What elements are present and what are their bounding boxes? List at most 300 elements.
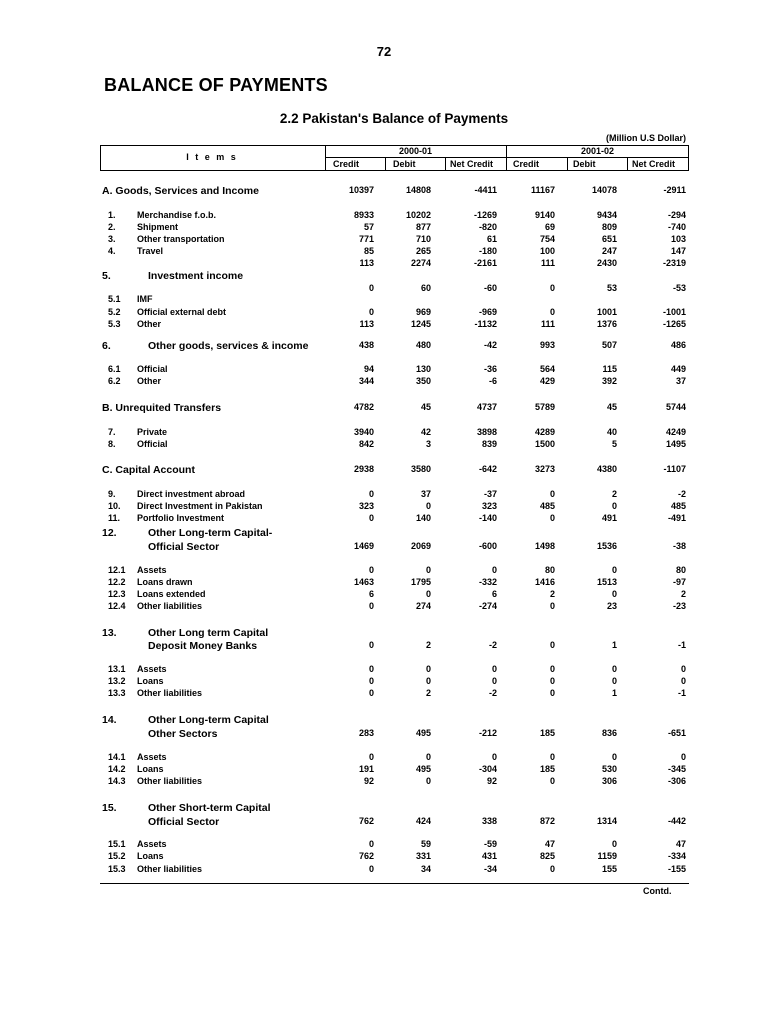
- row-code: 6.1: [108, 364, 121, 374]
- row-value: 9434: [596, 210, 617, 220]
- row-value: 80: [675, 565, 686, 575]
- row-value: 0: [491, 676, 497, 686]
- row-value: 2: [680, 589, 686, 599]
- row-value: 0: [611, 839, 617, 849]
- row-value: 0: [368, 640, 374, 650]
- row-value: 147: [670, 246, 686, 256]
- row-code: 12.: [102, 527, 117, 539]
- row-value: 429: [539, 376, 555, 386]
- row-value: -306: [667, 776, 686, 786]
- row-label: Assets: [137, 752, 167, 762]
- row-code: 15.1: [108, 839, 126, 849]
- row-value: 3: [425, 439, 431, 449]
- row-value: 0: [611, 752, 617, 762]
- row-value: 564: [539, 364, 555, 374]
- row-label: Official: [137, 364, 168, 374]
- row-value: 0: [368, 664, 374, 674]
- row-value: 344: [358, 376, 374, 386]
- row-value: 754: [539, 234, 555, 244]
- row-label: Portfolio Investment: [137, 513, 225, 523]
- row-value: 0: [368, 565, 374, 575]
- row-label: Direct investment abroad: [137, 489, 246, 499]
- row-value: 486: [670, 340, 686, 350]
- row-value: -2: [488, 688, 497, 698]
- row-value: 1159: [597, 851, 617, 861]
- row-value: 0: [549, 676, 555, 686]
- row-value: 9140: [534, 210, 555, 220]
- row-value: 0: [549, 688, 555, 698]
- table-row: [0, 294, 768, 306]
- row-value: 42: [420, 427, 431, 437]
- row-code: 15.: [102, 802, 117, 814]
- net-credit-header: Net Credit: [632, 159, 676, 169]
- row-value: 1: [611, 640, 617, 650]
- row-value: 1463: [353, 577, 374, 587]
- row-value: 155: [601, 864, 617, 874]
- row-value: 2430: [596, 258, 617, 268]
- row-value: 4782: [353, 402, 374, 412]
- row-value: 0: [368, 601, 374, 611]
- row-value: 113: [359, 319, 374, 329]
- table-row: [0, 376, 768, 388]
- row-value: -274: [478, 601, 497, 611]
- row-value: 45: [420, 402, 431, 412]
- row-value: 993: [539, 340, 555, 350]
- row-value: 842: [358, 439, 374, 449]
- row-value: 14078: [591, 185, 617, 195]
- row-value: 4380: [596, 464, 617, 474]
- row-value: 0: [549, 489, 555, 499]
- page-title: BALANCE OF PAYMENTS: [104, 75, 328, 95]
- table-row: [0, 839, 768, 851]
- row-value: 2938: [353, 464, 374, 474]
- row-label: Other liabilities: [137, 601, 203, 611]
- row-label: Other Short-term Capital: [148, 802, 271, 814]
- table-row: [0, 851, 768, 863]
- row-value: 710: [415, 234, 431, 244]
- row-value: 37: [420, 489, 431, 499]
- row-value: 0: [549, 664, 555, 674]
- row-value: 14808: [405, 185, 431, 195]
- row-value: 338: [481, 816, 497, 826]
- row-value: 491: [601, 513, 617, 523]
- row-value: -491: [667, 513, 686, 523]
- table-row: [0, 513, 768, 525]
- row-label: Loans drawn: [137, 577, 193, 587]
- row-code: 10.: [108, 501, 121, 511]
- row-label: Investment income: [148, 270, 244, 282]
- row-value: 3940: [353, 427, 374, 437]
- row-value: 0: [611, 589, 617, 599]
- table-row: [0, 402, 768, 414]
- row-value: 825: [539, 851, 555, 861]
- row-value: 130: [415, 364, 431, 374]
- row-value: 0: [368, 864, 374, 874]
- row-value: -334: [667, 851, 686, 861]
- row-label: Other: [137, 376, 162, 386]
- row-value: 480: [415, 340, 431, 350]
- table-row: [0, 319, 768, 331]
- row-value: -6: [488, 376, 497, 386]
- row-value: 1500: [534, 439, 555, 449]
- row-code: 14.1: [108, 752, 126, 762]
- table-row: [0, 489, 768, 501]
- table-row: [0, 714, 768, 726]
- row-label: Official: [137, 439, 168, 449]
- table-row: [0, 439, 768, 451]
- row-label: Other goods, services & income: [148, 340, 309, 352]
- row-value: -294: [667, 210, 686, 220]
- row-label: Merchandise f.o.b.: [137, 210, 217, 220]
- row-value: 877: [415, 222, 431, 232]
- row-value: 0: [425, 776, 431, 786]
- table-row: [0, 270, 768, 282]
- row-value: -820: [478, 222, 497, 232]
- table-row: [0, 427, 768, 439]
- row-value: -304: [478, 764, 497, 774]
- row-value: 5789: [534, 402, 555, 412]
- row-value: 0: [549, 307, 555, 317]
- table-row: [0, 752, 768, 764]
- row-value: 306: [601, 776, 617, 786]
- row-code: 6.: [102, 340, 111, 352]
- items-header: I t e m s: [186, 152, 238, 162]
- row-value: -969: [478, 307, 497, 317]
- row-value: -332: [478, 577, 497, 587]
- row-value: 111: [540, 319, 555, 329]
- row-label: C. Capital Account: [102, 464, 195, 476]
- row-value: 0: [491, 752, 497, 762]
- row-code: 14.3: [108, 776, 126, 786]
- row-value: 2: [611, 489, 617, 499]
- row-value: 0: [368, 676, 374, 686]
- row-value: 438: [358, 340, 374, 350]
- row-label: Travel: [137, 246, 164, 256]
- table-row: [0, 864, 768, 876]
- row-value: 47: [544, 839, 555, 849]
- row-value: 6: [368, 589, 374, 599]
- row-value: 762: [358, 816, 374, 826]
- row-value: 0: [680, 676, 686, 686]
- row-value: 4289: [534, 427, 555, 437]
- row-value: 115: [602, 364, 617, 374]
- row-value: 45: [606, 402, 617, 412]
- row-code: 5.3: [108, 319, 121, 329]
- row-value: 495: [415, 728, 431, 738]
- row-value: 0: [368, 307, 374, 317]
- row-value: -97: [672, 577, 686, 587]
- row-code: 7.: [108, 427, 116, 437]
- row-label: A. Goods, Services and Income: [102, 185, 259, 197]
- row-code: 15.2: [108, 851, 126, 861]
- credit-header: Credit: [513, 159, 540, 169]
- row-value: -4411: [474, 185, 497, 195]
- row-value: -1001: [662, 307, 686, 317]
- row-value: -1269: [473, 210, 497, 220]
- table-row: [0, 258, 768, 270]
- row-value: 0: [680, 752, 686, 762]
- table-row: [0, 185, 768, 197]
- row-value: 0: [549, 776, 555, 786]
- row-label: Other transportation: [137, 234, 225, 244]
- row-label: Other Long-term Capital: [148, 714, 269, 726]
- table-row: [0, 676, 768, 688]
- row-value: 331: [415, 851, 431, 861]
- row-value: 94: [363, 364, 374, 374]
- row-label: Direct Investment in Pakistan: [137, 501, 263, 511]
- row-value: -2: [488, 640, 497, 650]
- row-code: 5.1: [108, 294, 121, 304]
- row-value: 69: [544, 222, 555, 232]
- table-row: [0, 210, 768, 222]
- row-label: Other Long-term Capital-: [148, 527, 273, 539]
- table-row: [0, 222, 768, 234]
- table-row: [0, 816, 768, 828]
- row-value: 0: [549, 752, 555, 762]
- table-row: [0, 501, 768, 513]
- table-bottom-rule: [100, 883, 689, 884]
- row-value: 3273: [534, 464, 555, 474]
- row-code: 1.: [108, 210, 116, 220]
- row-value: 92: [486, 776, 497, 786]
- row-value: -38: [672, 541, 686, 551]
- table-row: [0, 627, 768, 639]
- row-value: 1536: [596, 541, 617, 551]
- row-value: 651: [601, 234, 617, 244]
- row-value: 2069: [410, 541, 431, 551]
- row-value: 0: [425, 676, 431, 686]
- row-value: 495: [415, 764, 431, 774]
- row-code: 5.: [102, 270, 111, 282]
- row-value: 191: [358, 764, 374, 774]
- row-value: 140: [415, 513, 431, 523]
- unit-note: (Million U.S Dollar): [606, 133, 686, 143]
- row-code: 12.4: [108, 601, 126, 611]
- row-code: 14.2: [108, 764, 126, 774]
- page-number: 72: [376, 44, 392, 59]
- row-value: -2911: [663, 185, 686, 195]
- row-value: 2: [425, 688, 431, 698]
- row-value: 0: [549, 513, 555, 523]
- row-code: 6.2: [108, 376, 121, 386]
- row-label: Official external debt: [137, 307, 227, 317]
- row-value: 2274: [410, 258, 431, 268]
- table-row: [0, 541, 768, 553]
- row-value: -37: [483, 489, 497, 499]
- row-value: -59: [483, 839, 497, 849]
- row-value: 265: [415, 246, 431, 256]
- table-row: [0, 565, 768, 577]
- row-value: 1498: [534, 541, 555, 551]
- row-code: 11.: [108, 513, 121, 523]
- year-2000-01-header: 2000-01: [398, 146, 433, 156]
- table-row: [0, 776, 768, 788]
- row-value: -53: [672, 283, 686, 293]
- row-value: 0: [549, 640, 555, 650]
- row-value: 1469: [353, 541, 374, 551]
- row-label: Loans extended: [137, 589, 206, 599]
- row-label: Private: [137, 427, 168, 437]
- year-2001-02-header: 2001-02: [580, 146, 615, 156]
- row-value: 6: [491, 589, 497, 599]
- row-value: 37: [675, 376, 686, 386]
- table-row: [0, 601, 768, 613]
- row-label: Other Long term Capital: [148, 627, 269, 639]
- row-value: 8933: [353, 210, 374, 220]
- row-value: -180: [478, 246, 497, 256]
- row-value: -442: [667, 816, 686, 826]
- row-value: -1: [677, 640, 686, 650]
- row-label: Other: [137, 319, 162, 329]
- row-value: 0: [368, 839, 374, 849]
- row-value: 0: [611, 664, 617, 674]
- row-value: 1: [611, 688, 617, 698]
- row-value: 0: [491, 565, 497, 575]
- row-code: 15.3: [108, 864, 126, 874]
- row-value: 0: [549, 601, 555, 611]
- row-value: 11167: [530, 185, 555, 195]
- row-value: 1513: [596, 577, 617, 587]
- table-row: [0, 589, 768, 601]
- row-value: 809: [601, 222, 617, 232]
- row-value: 3898: [476, 427, 497, 437]
- row-value: 836: [601, 728, 617, 738]
- table-row: [0, 340, 768, 352]
- row-label: Assets: [137, 664, 167, 674]
- table-title: 2.2 Pakistan's Balance of Payments: [279, 111, 509, 126]
- row-label: Other Sectors: [148, 728, 218, 740]
- row-value: 57: [363, 222, 374, 232]
- row-value: 1495: [665, 439, 686, 449]
- row-label: Shipment: [137, 222, 179, 232]
- row-value: -60: [483, 283, 497, 293]
- row-value: 0: [425, 664, 431, 674]
- row-value: -345: [667, 764, 686, 774]
- row-value: -1107: [663, 464, 686, 474]
- row-value: 0: [549, 283, 555, 293]
- row-code: 9.: [108, 489, 116, 499]
- row-value: -23: [672, 601, 686, 611]
- row-value: 53: [606, 283, 617, 293]
- row-value: -600: [478, 541, 497, 551]
- row-value: 1795: [410, 577, 431, 587]
- row-value: -155: [667, 864, 686, 874]
- row-value: 771: [358, 234, 374, 244]
- row-value: 111: [540, 258, 555, 268]
- row-value: 185: [539, 764, 555, 774]
- row-value: 60: [420, 283, 431, 293]
- row-label: Other liabilities: [137, 688, 203, 698]
- row-value: 507: [601, 340, 617, 350]
- row-value: 0: [680, 664, 686, 674]
- table-row: [0, 640, 768, 652]
- row-value: -34: [483, 864, 497, 874]
- row-value: 1416: [534, 577, 555, 587]
- table-row: [0, 307, 768, 319]
- row-value: 274: [415, 601, 431, 611]
- row-value: 10202: [405, 210, 431, 220]
- row-value: 0: [491, 664, 497, 674]
- row-value: 113: [359, 258, 374, 268]
- row-value: 23: [606, 601, 617, 611]
- row-value: 247: [601, 246, 617, 256]
- row-value: -642: [478, 464, 497, 474]
- row-value: 100: [539, 246, 555, 256]
- row-label: Other liabilities: [137, 864, 203, 874]
- row-value: 449: [670, 364, 686, 374]
- row-value: 530: [601, 764, 617, 774]
- row-value: 10397: [348, 185, 374, 195]
- row-value: 85: [363, 246, 374, 256]
- row-value: 0: [368, 752, 374, 762]
- row-code: 12.1: [108, 565, 126, 575]
- row-value: 61: [486, 234, 497, 244]
- row-value: 4737: [476, 402, 497, 412]
- row-value: 0: [425, 589, 431, 599]
- row-value: 40: [606, 427, 617, 437]
- table-row: [0, 246, 768, 258]
- row-value: -36: [483, 364, 497, 374]
- row-value: 80: [544, 565, 555, 575]
- row-value: 1001: [596, 307, 617, 317]
- row-value: 4249: [665, 427, 686, 437]
- debit-header: Debit: [393, 159, 416, 169]
- row-value: 0: [611, 501, 617, 511]
- row-value: 0: [368, 489, 374, 499]
- row-label: B. Unrequited Transfers: [102, 402, 222, 414]
- row-label: Official Sector: [148, 816, 220, 828]
- table-row: [0, 577, 768, 589]
- row-label: Deposit Money Banks: [148, 640, 258, 652]
- row-value: -42: [483, 340, 497, 350]
- row-code: 13.: [102, 627, 117, 639]
- row-code: 13.2: [108, 676, 126, 686]
- row-code: 2.: [108, 222, 116, 232]
- row-value: 350: [415, 376, 431, 386]
- row-value: 424: [415, 816, 431, 826]
- row-value: 0: [368, 513, 374, 523]
- row-code: 14.: [102, 714, 117, 726]
- row-value: -1: [677, 688, 686, 698]
- row-value: 92: [363, 776, 374, 786]
- row-value: 0: [368, 283, 374, 293]
- row-value: -212: [478, 728, 497, 738]
- row-code: 13.1: [108, 664, 126, 674]
- row-value: -2: [677, 489, 686, 499]
- row-code: 12.2: [108, 577, 126, 587]
- row-code: 5.2: [108, 307, 121, 317]
- row-value: 0: [611, 565, 617, 575]
- row-value: 2: [549, 589, 555, 599]
- row-value: 431: [481, 851, 497, 861]
- row-code: 13.3: [108, 688, 126, 698]
- row-code: 8.: [108, 439, 116, 449]
- row-value: 0: [425, 565, 431, 575]
- row-value: 392: [601, 376, 617, 386]
- row-value: -1265: [662, 319, 686, 329]
- row-value: 34: [420, 864, 431, 874]
- net-credit-header: Net Credit: [450, 159, 494, 169]
- table-row: [0, 728, 768, 740]
- row-value: 103: [670, 234, 686, 244]
- row-value: 485: [539, 501, 555, 511]
- table-row: [0, 688, 768, 700]
- row-label: Assets: [137, 839, 167, 849]
- row-value: -140: [478, 513, 497, 523]
- row-label: IMF: [137, 294, 153, 304]
- row-label: Loans: [137, 851, 164, 861]
- row-value: 323: [481, 501, 497, 511]
